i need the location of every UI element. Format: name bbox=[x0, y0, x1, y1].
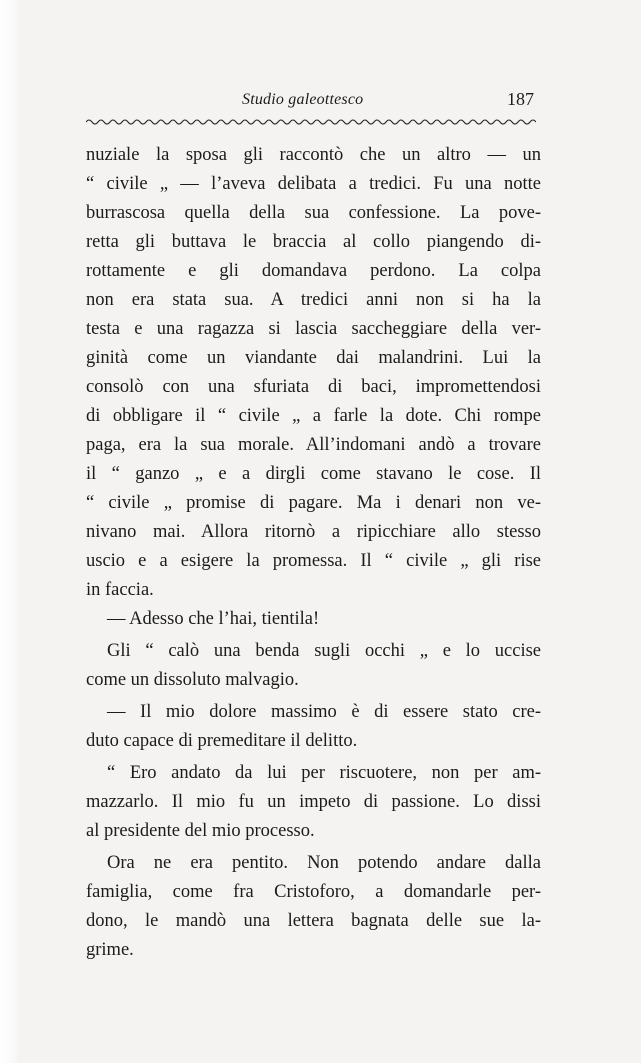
text-line: nuziale la sposa gli raccontò che un altro — un bbox=[86, 145, 541, 165]
wavy-rule-divider bbox=[86, 117, 536, 127]
text-line: non era stata sua. A tredici anni non si ha la bbox=[86, 290, 541, 310]
text-line: duto capace di premeditare il delitto. bbox=[86, 731, 358, 751]
text-line: mazzarlo. Il mio fu un impeto di passione. Lo dissi bbox=[86, 792, 541, 812]
text-line: burrascosa quella della sua confessione. La pove- bbox=[86, 203, 541, 223]
running-title: Studio galeottesco bbox=[242, 91, 364, 108]
text-line: testa e una ragazza si lascia saccheggiare della ver- bbox=[86, 319, 541, 339]
text-line: Ora ne era pentito. Non potendo andare dalla bbox=[107, 853, 541, 873]
text-line: ginità come un viandante dai malandrini. Lui la bbox=[86, 348, 541, 368]
text-line: nivano mai. Allora ritornò a ripicchiare allo stesso bbox=[86, 522, 541, 542]
text-line: Gli “ calò una benda sugli occhi „ e lo uccise bbox=[107, 641, 541, 661]
page-number: 187 bbox=[507, 89, 534, 109]
text-line: “ Ero andato da lui per riscuotere, non per am- bbox=[107, 763, 541, 783]
text-line: consolò con una sfuriata di baci, impromettendosi bbox=[86, 377, 541, 397]
text-line: rottamente e gli domandava perdono. La colpa bbox=[86, 261, 541, 281]
body-text bbox=[86, 141, 541, 965]
text-line: il “ ganzo „ e a dirgli come stavano le cose. Il bbox=[86, 464, 541, 484]
text-line: al presidente del mio processo. bbox=[86, 821, 315, 841]
text-line: paga, era la sua morale. All’indomani andò a trovare bbox=[86, 435, 541, 455]
text-line: retta gli buttava le braccia al collo piangendo di- bbox=[86, 232, 541, 252]
text-line: come un dissoluto malvagio. bbox=[86, 670, 299, 690]
text-line: famiglia, come fra Cristoforo, a domandarle per- bbox=[86, 882, 541, 902]
text-line: uscio e a esigere la promessa. Il “ civile „ gli rise bbox=[86, 551, 541, 571]
text-line: di obbligare il “ civile „ a farle la dote. Chi rompe bbox=[86, 406, 541, 426]
text-line: grime. bbox=[86, 940, 134, 960]
text-line: “ civile „ promise di pagare. Ma i denari non ve- bbox=[86, 493, 541, 513]
text-line: dono, le mandò una lettera bagnata delle sue la- bbox=[86, 911, 541, 931]
page-header bbox=[85, 89, 540, 117]
text-line: — Il mio dolore massimo è di essere stato cre- bbox=[107, 702, 541, 722]
text-line: in faccia. bbox=[86, 580, 154, 600]
text-line: — Adesso che l’hai, tientila! bbox=[107, 609, 320, 629]
page-edge bbox=[0, 0, 20, 1063]
text-line: “ civile „ — l’aveva delibata a tredici. Fu una notte bbox=[86, 174, 541, 194]
